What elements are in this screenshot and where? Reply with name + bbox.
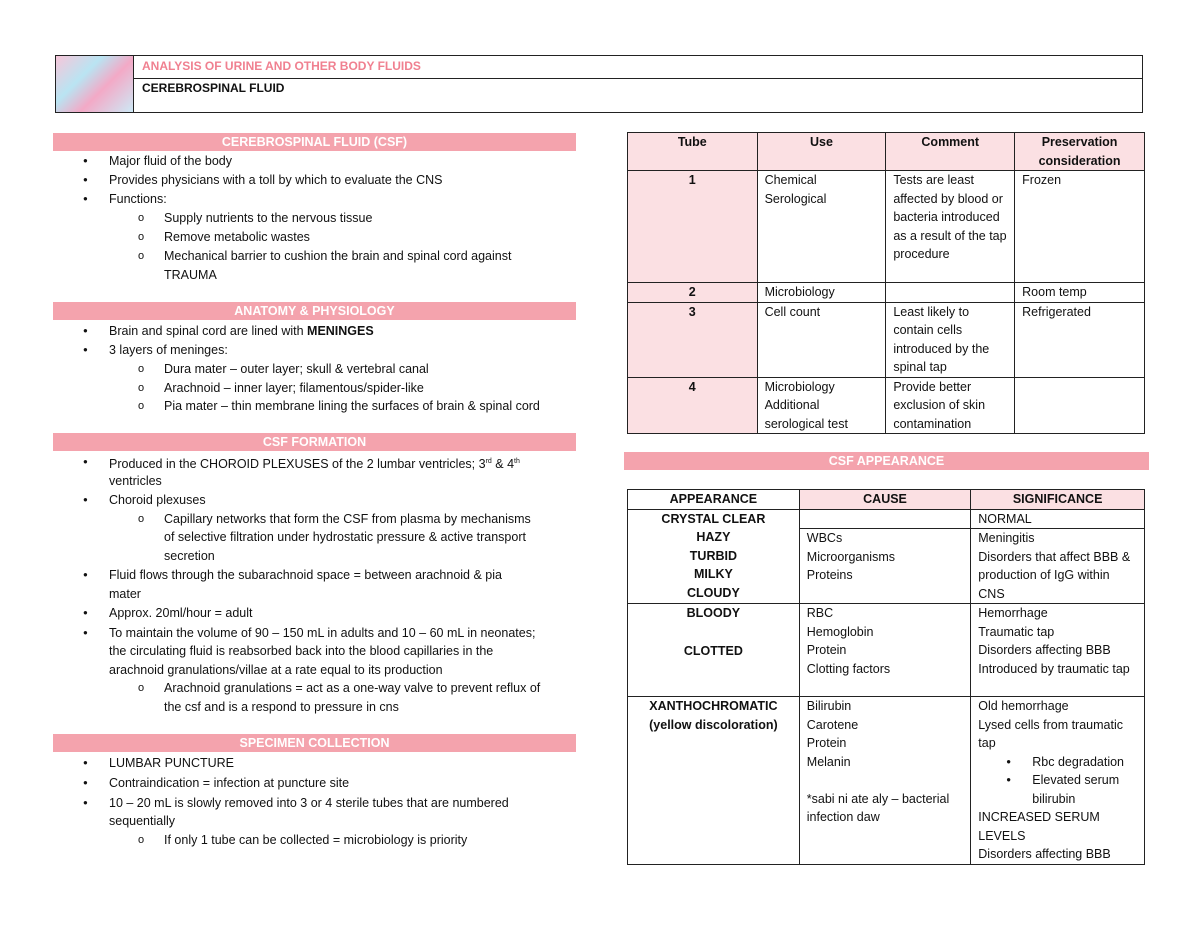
list-item: the circulating fluid is reabsorbed back into the blood capillaries in the	[109, 644, 494, 658]
table-row	[628, 283, 1145, 303]
tube-comment	[886, 283, 1015, 303]
list-item: ● Choroid plexuses	[109, 491, 206, 509]
tube-use: Microbiology Additional serological test	[757, 377, 886, 434]
list-item: ● 10 – 20 mL is slowly removed into 3 or 4 sterile tubes that are numbered	[109, 794, 509, 812]
appearance-cell: XANTHOCHROMATIC (yellow discoloration)	[628, 697, 800, 865]
column-header: SIGNIFICANCE	[971, 490, 1145, 510]
list-item: sequentially	[109, 814, 176, 828]
list-item: o Dura mater – outer layer; skull & vertebral canal	[164, 360, 429, 378]
logo-image	[56, 56, 134, 112]
table-row	[628, 604, 1145, 697]
table-row	[628, 171, 1145, 283]
section-specimen: SPECIMEN COLLECTION	[53, 734, 576, 752]
significance-text: Hemorrhage Traumatic tap	[978, 606, 1055, 639]
tube-preservation	[1015, 377, 1145, 434]
document-header	[55, 55, 1143, 113]
tube-comment: Provide better exclusion of skin contamination	[886, 377, 1015, 434]
topic-row	[134, 78, 1142, 112]
tube-number: 2	[628, 283, 758, 303]
list-item: secretion	[164, 549, 215, 563]
table-row	[628, 377, 1145, 434]
section-formation: CSF FORMATION	[53, 433, 576, 451]
significance-text: INCREASED SERUM LEVELS Disorders affecting BBB	[978, 810, 1111, 861]
section-appearance: CSF APPEARANCE	[624, 452, 1149, 470]
list-item: ● Fluid flows through the subarachnoid space = between arachnoid & pia	[109, 566, 502, 584]
table-header-row	[628, 133, 1145, 171]
list-item: mater	[109, 587, 141, 601]
appearance-table	[627, 489, 1145, 865]
tube-use: Microbiology	[757, 283, 886, 303]
appearance-cell	[628, 604, 800, 697]
list-item: arachnoid granulations/villae at a rate equal to its production	[109, 663, 443, 677]
list-item: ● Produced in the CHOROID PLEXUSES of the 2 lumbar ventricles; 3rd & 4th	[109, 453, 520, 473]
cause-text: RBC Hemoglobin	[806, 606, 874, 639]
list-item: ● Approx. 20ml/hour = adult	[109, 604, 253, 622]
tube-preservation: Frozen	[1015, 171, 1145, 283]
section-anatomy: ANATOMY & PHYSIOLOGY	[53, 302, 576, 320]
course-row	[134, 56, 1142, 79]
cause-cell	[799, 604, 970, 697]
significance-cell: NORMAL	[971, 509, 1145, 529]
table-row	[628, 509, 1145, 529]
cause-cell: Bilirubin Carotene Protein Melanin *sabi ni ate aly – bacterial infection daw	[799, 697, 970, 865]
list-item: o If only 1 tube can be collected = microbiology is priority	[164, 831, 467, 849]
table-row	[628, 697, 1145, 865]
table-header-row	[628, 490, 1145, 510]
tube-comment: Least likely to contain cells introduced by the spinal tap	[886, 302, 1015, 377]
appearance-cell: CRYSTAL CLEAR HAZY TURBID MILKY CLOUDY	[628, 509, 800, 604]
column-header: Tube	[628, 133, 758, 171]
list-item: ventricles	[109, 474, 162, 488]
column-header: CAUSE	[799, 490, 970, 510]
tube-preservation: Refrigerated	[1015, 302, 1145, 377]
column-header: APPEARANCE	[628, 490, 800, 510]
significance-text: Old hemorrhage Lysed cells from traumatic tap	[978, 699, 1123, 750]
tube-number: 1	[628, 171, 758, 283]
cause-cell: WBCs Microorganisms Proteins	[799, 529, 970, 604]
significance-cell	[971, 697, 1145, 865]
list-item: ● Contraindication = infection at puncture site	[109, 774, 349, 792]
section-csf: CEREBROSPINAL FLUID (CSF)	[53, 133, 576, 151]
tube-use: Chemical Serological	[757, 171, 886, 283]
list-item: ● 3 layers of meninges:	[109, 341, 228, 359]
cause-text: Protein Clotting factors	[806, 643, 891, 676]
column-header: Preservation consideration	[1015, 133, 1145, 171]
list-item: o Pia mater – thin membrane lining the surfaces of brain & spinal cord	[164, 397, 540, 415]
tube-table	[627, 132, 1145, 434]
list-item: ● Functions:	[109, 190, 167, 208]
list-item: of selective filtration under hydrostatic pressure & active transport	[164, 530, 526, 544]
tube-use: Cell count	[757, 302, 886, 377]
list-item: TRAUMA	[164, 268, 217, 282]
list-item: the csf and is a respond to pressure in cns	[164, 700, 399, 714]
table-row	[628, 302, 1145, 377]
list-item: ● To maintain the volume of 90 – 150 mL in adults and 10 – 60 mL in neonates;	[109, 624, 535, 642]
tube-preservation: Room temp	[1015, 283, 1145, 303]
appearance-label: BLOODY	[686, 606, 741, 620]
significance-bullet: ● Rbc degradation	[1006, 753, 1137, 772]
list-item: o Mechanical barrier to cushion the brain and spinal cord against	[164, 247, 511, 265]
column-header: Use	[757, 133, 886, 171]
list-item: o Capillary networks that form the CSF from plasma by mechanisms	[164, 510, 531, 528]
course-title: ANALYSIS OF URINE AND OTHER BODY FLUIDS	[142, 59, 421, 73]
list-item: o Arachnoid granulations = act as a one-way valve to prevent reflux of	[164, 679, 540, 697]
list-item: ● Major fluid of the body	[109, 152, 232, 170]
list-item: ● LUMBAR PUNCTURE	[109, 754, 234, 772]
tube-number: 4	[628, 377, 758, 434]
significance-cell: Meningitis Disorders that affect BBB & production of IgG within CNS	[971, 529, 1145, 604]
column-header: Comment	[886, 133, 1015, 171]
significance-text: Disorders affecting BBB Introduced by traumatic tap	[978, 643, 1130, 676]
list-item: ● Provides physicians with a toll by which to evaluate the CNS	[109, 171, 443, 189]
topic-title: CEREBROSPINAL FLUID	[142, 81, 285, 95]
significance-bullet: ● Elevated serum bilirubin	[1006, 771, 1137, 808]
list-item: o Supply nutrients to the nervous tissue	[164, 209, 372, 227]
cause-cell	[799, 509, 970, 529]
tube-number: 3	[628, 302, 758, 377]
list-item: o Arachnoid – inner layer; filamentous/spider-like	[164, 379, 424, 397]
list-item: o Remove metabolic wastes	[164, 228, 310, 246]
list-item: ● Brain and spinal cord are lined with MENINGES	[109, 322, 374, 340]
tube-comment: Tests are least affected by blood or bacteria introduced as a result of the tap procedure	[886, 171, 1015, 283]
appearance-label: CLOTTED	[683, 643, 743, 658]
significance-cell	[971, 604, 1145, 697]
